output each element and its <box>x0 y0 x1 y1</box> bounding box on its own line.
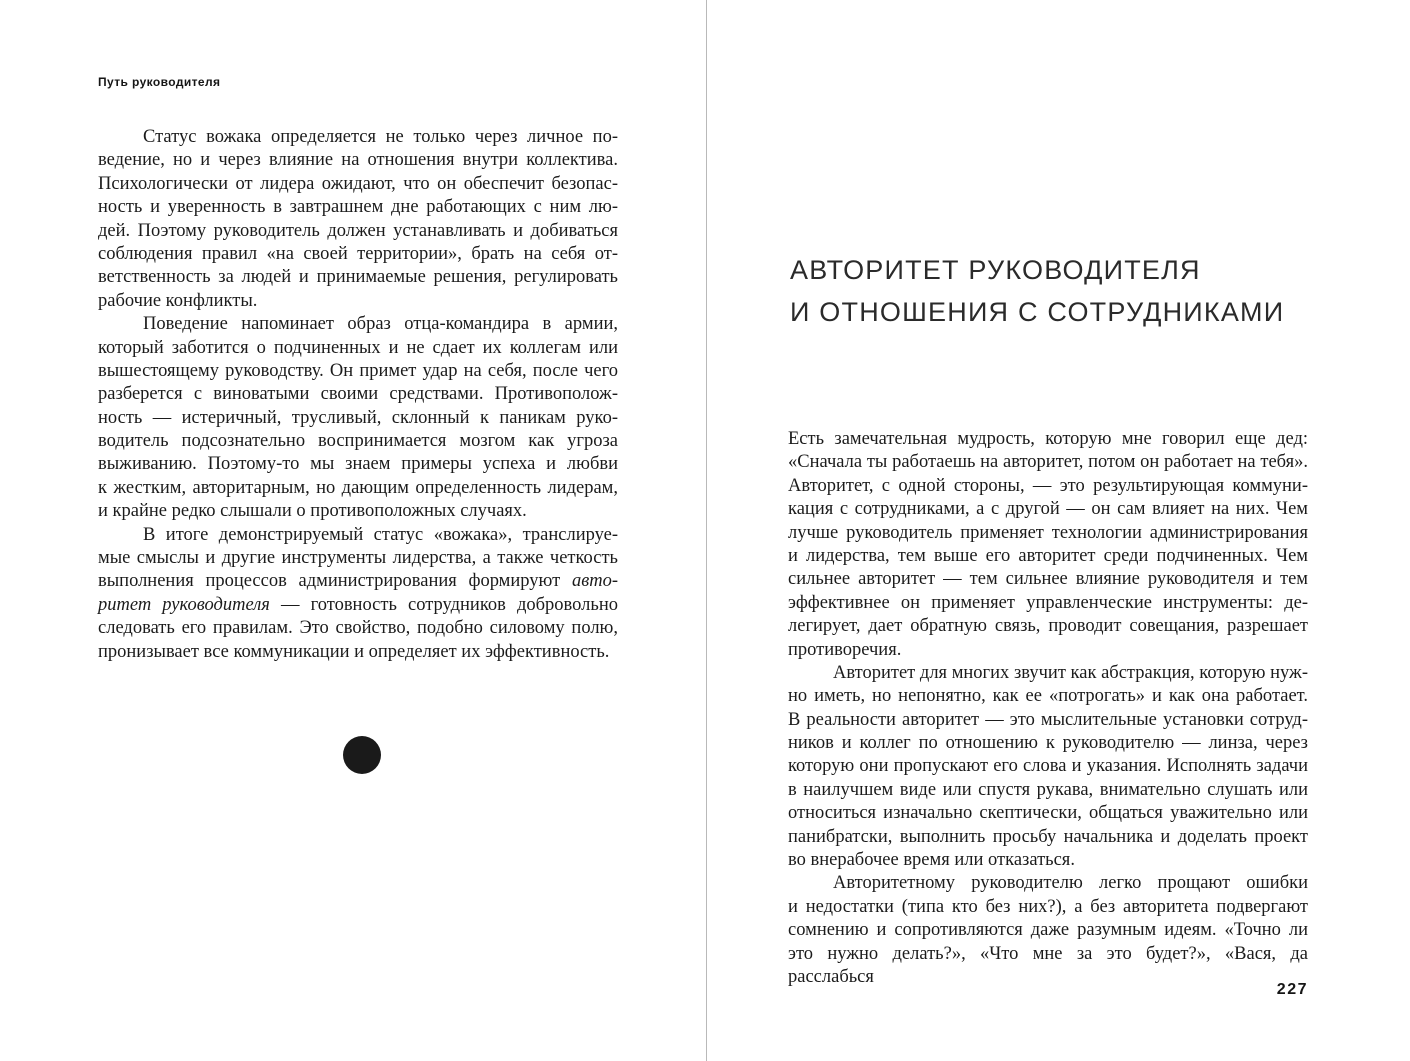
text-line: сомнению и сопротивляются даже разумным идеям. «Точно ли <box>788 920 1308 941</box>
text-line: разберется с виноватыми своими средствами. Противополож- <box>98 384 618 405</box>
italic-term: ритет руководителя <box>98 594 270 615</box>
text-line: ритет руководителя — готовность сотрудников добровольно <box>98 594 618 615</box>
text-line: Авторитет для многих звучит как абстракция, которую нуж- <box>833 662 1308 683</box>
text-line: но иметь, но непонятно, как ее «потрогать» и как она работает. <box>788 686 1308 707</box>
text-line: Статус вожака определяется не только через личное по- <box>143 127 618 147</box>
right-page-body <box>788 428 1308 987</box>
paragraph <box>788 662 1308 873</box>
text-line: водитель подсознательно воспринимается мозгом как угроза <box>98 431 618 452</box>
text-line: рабочие конфликты. <box>98 290 258 311</box>
text-line: которую они пропускают его слова и указания. Исполнять задачи <box>788 756 1308 777</box>
italic-term: авто- <box>571 571 618 592</box>
text-line: к жестким, авторитарным, но дающим определенность лидерам, <box>98 477 618 498</box>
text-line: относиться изначально скептически, общаться уважительно или <box>788 803 1308 824</box>
text-line: «Сначала ты работаешь на авторитет, потом он работает на тебя». <box>788 452 1308 473</box>
text-line: Психологически от лидера ожидают, что он обеспечит безопас- <box>98 173 618 194</box>
text-line: следовать его правилам. Это свойство, подобно силовому полю, <box>98 618 618 639</box>
text-line: сильнее авторитет — тем сильнее влияние руководителя и тем <box>788 569 1308 590</box>
text-line: ность — истеричный, трусливый, склонный к паникам руко- <box>98 407 618 428</box>
text-line: Авторитетному руководителю легко прощают ошибки <box>833 873 1308 894</box>
right-page <box>788 0 1308 1061</box>
text-line: панибратски, выполнить просьбу начальника и доделать проект <box>788 826 1308 847</box>
paragraph <box>98 524 618 664</box>
chapter-title <box>790 249 1284 333</box>
text-line: соблюдения правил «на своей территории», брать на себя от- <box>98 243 618 264</box>
left-page-body <box>98 126 618 664</box>
text-line: легирует, дает обратную связь, проводит совещания, разрешает <box>788 616 1308 637</box>
text-line: В реальности авторитет — это мыслительные установки сотруд- <box>788 709 1308 730</box>
text-line: в наилучшем виде или спустя рукава, внимательно слушать или <box>788 779 1308 800</box>
chapter-title-line: И ОТНОШЕНИЯ С СОТРУДНИКАМИ <box>790 297 1285 327</box>
text-line: во внерабочее время или отказаться. <box>788 850 1075 871</box>
text-line: дей. Поэтому руководитель должен устанавливать и добиваться <box>98 220 618 241</box>
text-line: В итоге демонстрируемый статус «вожака», транслируе- <box>143 524 618 545</box>
paragraph <box>788 428 1308 662</box>
text-line: это нужно делать?», «Что мне за это будет?», «Вася, да расслабься <box>788 943 1308 987</box>
text-line: выживанию. Поэтому-то мы знаем примеры успеха и любви <box>98 454 618 475</box>
text-line: и недостатки (типа кто без них?), а без авторитета подвергают <box>788 896 1308 917</box>
text-line: ведение, но и через влияние на отношения внутри коллектива. <box>98 150 618 171</box>
text-line: Есть замечательная мудрость, которую мне говорил еще дед: <box>788 429 1308 449</box>
text-line: противоречия. <box>788 639 902 660</box>
running-head: Путь руководителя <box>98 75 221 89</box>
text-line: мые смыслы и другие инструменты лидерства, а также четкость <box>98 548 618 569</box>
page-gutter-divider <box>706 0 707 1061</box>
text-line: ность и уверенность в завтрашнем дне работающих с ним лю- <box>98 197 618 218</box>
text-line: ветственность за людей и принимаемые решения, регулировать <box>98 267 618 288</box>
paragraph <box>98 313 618 524</box>
chapter-end-dot-icon <box>343 736 381 774</box>
page-number: 227 <box>1276 981 1308 998</box>
chapter-title-line: АВТОРИТЕТ РУКОВОДИТЕЛЯ <box>790 255 1201 285</box>
text-line: кация с сотрудниками, а с другой — он сам влияет на них. Чем <box>788 499 1308 520</box>
text-line: который заботится о подчиненных и не сдает их коллегам или <box>98 337 618 358</box>
text-line: лучше руководитель применяет технологии администрирования <box>788 522 1308 543</box>
paragraph <box>788 872 1308 987</box>
text-line: Авторитет, с одной стороны, — это результирующая коммуни- <box>788 475 1308 496</box>
text-line: ников и коллег по отношению к руководителю — линза, через <box>788 733 1308 754</box>
paragraph <box>98 126 618 313</box>
text-line: пронизывает все коммуникации и определяет их эффективность. <box>98 641 610 662</box>
text-line: вышестоящему руководству. Он примет удар на себя, после чего <box>98 360 618 381</box>
text-line: Поведение напоминает образ отца-командира в армии, <box>143 314 618 335</box>
text-line: эффективнее он применяет управленческие инструменты: де- <box>788 592 1308 613</box>
left-page <box>98 0 618 1061</box>
text-line: и лидерства, тем выше его авторитет среди подчиненных. Чем <box>788 545 1308 566</box>
text-line: выполнения процессов администрирования формируют авто- <box>98 571 618 592</box>
text-line: и крайне редко слышали о противоположных случаях. <box>98 501 527 522</box>
